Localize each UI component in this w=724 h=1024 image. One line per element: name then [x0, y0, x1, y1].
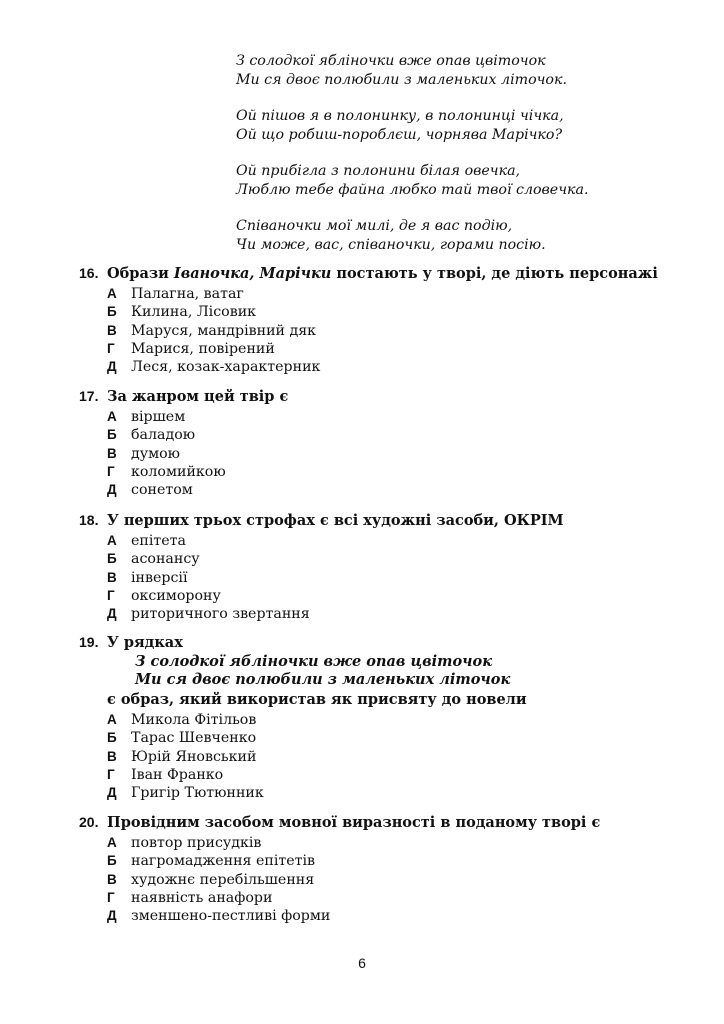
question-19 — [79, 632, 679, 802]
answer-option-a[interactable] — [107, 711, 679, 729]
question-number: 16. — [79, 265, 99, 281]
option-text: нагромадження епiтетiв — [131, 853, 316, 870]
answer-options — [107, 532, 679, 623]
option-letter: Г — [107, 463, 115, 479]
option-text: Марися, повiрений — [131, 340, 275, 357]
poem-line: Спiваночки мої милi, де я вас подiю, — [236, 218, 513, 234]
poem-line: Ми ся двоє полюбили з маленьких лiточок. — [236, 71, 567, 88]
question-18 — [79, 510, 679, 623]
question-text: Провiдним засобом мовної виразностi в поданому творi є — [107, 814, 601, 831]
option-text: Микола Фiтiльов — [131, 712, 257, 728]
answer-option-a[interactable] — [107, 285, 679, 303]
answer-option-v[interactable] — [107, 748, 679, 766]
answer-option-d[interactable] — [107, 358, 679, 376]
option-text: iнверсiї — [131, 569, 188, 586]
option-letter: В — [107, 871, 117, 887]
option-text: повтор присудкiв — [131, 835, 262, 851]
option-letter: В — [107, 322, 117, 338]
answer-option-a[interactable] — [107, 532, 679, 550]
poem-line: Ой прибiгла з полонини бiлая овечка, — [236, 163, 521, 179]
answer-options — [107, 711, 679, 802]
option-text: зменшено-пестливi форми — [131, 908, 331, 925]
option-letter: А — [107, 835, 117, 850]
poem-line: Люблю тебе файна любко тай твої словечка. — [236, 181, 589, 198]
answer-option-h[interactable] — [107, 889, 679, 907]
option-letter: Д — [107, 785, 117, 801]
option-text: Маруся, мандрiвний дяк — [131, 322, 317, 339]
option-letter: Б — [107, 730, 117, 746]
answer-option-b[interactable] — [107, 303, 679, 321]
answer-option-d[interactable] — [107, 907, 679, 925]
option-letter: Г — [107, 889, 115, 905]
option-text: риторичного звертання — [131, 606, 310, 623]
poem-line: Ой пiшов я в полонинку, в полонинцi чiчка, — [236, 108, 564, 124]
question-header — [79, 812, 679, 833]
answer-option-h[interactable] — [107, 766, 679, 784]
question-text-part: постають у творi, де дiють персонажi — [331, 265, 658, 282]
answer-option-d[interactable] — [107, 605, 679, 623]
option-letter: А — [107, 533, 117, 548]
question-number: 17. — [79, 388, 99, 404]
option-letter: Б — [107, 427, 117, 443]
option-letter: В — [107, 569, 117, 585]
option-letter: Г — [107, 766, 115, 782]
question-text: За жанром цей твiр є — [107, 388, 289, 405]
answer-option-b[interactable] — [107, 729, 679, 747]
answer-option-b[interactable] — [107, 852, 679, 870]
answer-option-v[interactable] — [107, 322, 679, 340]
question-number: 20. — [79, 814, 99, 830]
poem-line: З солодкої яблiночки вже опав цвiточок — [236, 53, 546, 69]
answer-option-b[interactable] — [107, 426, 679, 444]
poem-stanza — [236, 217, 588, 254]
question-text-part: Образи — [107, 265, 174, 282]
poem-excerpt — [236, 52, 588, 272]
option-text: Григiр Тютюнник — [131, 785, 264, 802]
question-text: У перших трьох строфах є всi художнi засоби, ОКРIМ — [107, 512, 564, 529]
question-header — [79, 386, 679, 407]
option-text: думою — [131, 445, 181, 462]
question-text-italic: Iваночка, Марiчки — [173, 265, 332, 282]
option-text: Палагна, ватаг — [131, 286, 244, 302]
option-letter: В — [107, 445, 117, 461]
page-number: 6 — [358, 955, 366, 971]
answer-option-h[interactable] — [107, 587, 679, 605]
question-16 — [79, 263, 679, 376]
question-header — [79, 632, 679, 653]
answer-option-h[interactable] — [107, 340, 679, 358]
option-letter: Г — [107, 587, 115, 603]
quoted-lines — [135, 653, 679, 689]
question-text: У рядках — [107, 634, 183, 651]
poem-stanza — [236, 162, 588, 199]
option-text: художнє перебiльшення — [131, 871, 315, 888]
question-header — [79, 510, 679, 531]
option-text: вiршем — [131, 409, 186, 425]
option-text: сонетом — [131, 482, 193, 499]
option-letter: А — [107, 286, 117, 301]
option-letter: Б — [107, 304, 117, 320]
option-letter: Б — [107, 551, 117, 567]
option-text: асонансу — [131, 551, 200, 568]
option-text: епiтета — [131, 533, 186, 549]
option-letter: Д — [107, 359, 117, 375]
answer-option-d[interactable] — [107, 481, 679, 499]
poem-stanza — [236, 52, 588, 89]
poem-stanza — [236, 107, 588, 144]
option-text: баладою — [131, 427, 196, 444]
option-text: Iван Франко — [131, 766, 224, 783]
option-letter: Д — [107, 482, 117, 498]
poem-line: Ой що робиш-пороблєш, чорнява Марiчко? — [236, 126, 563, 143]
question-20 — [79, 812, 679, 925]
question-header — [79, 263, 679, 284]
option-letter: А — [107, 712, 117, 727]
question-number: 18. — [79, 512, 99, 528]
answer-options — [107, 285, 679, 376]
option-text: Юрiй Яновський — [131, 748, 257, 765]
option-letter: Д — [107, 606, 117, 622]
answer-option-b[interactable] — [107, 550, 679, 568]
option-letter: А — [107, 409, 117, 424]
poem-line: Чи може, вас, спiваночки, горами посiю. — [236, 236, 546, 253]
question-text — [107, 264, 658, 284]
answer-option-v[interactable] — [107, 569, 679, 587]
option-text: коломийкою — [131, 463, 226, 480]
option-text: оксиморону — [131, 587, 221, 604]
option-text: наявнiсть анафори — [131, 889, 273, 906]
answer-option-d[interactable] — [107, 784, 679, 802]
quoted-line: З солодкої яблiночки вже опав цвiточок — [135, 653, 493, 670]
option-letter: Г — [107, 340, 115, 356]
answer-options — [107, 834, 679, 925]
quoted-line: Ми ся двоє полюбили з маленьких лiточок — [135, 671, 511, 688]
answer-option-v[interactable] — [107, 445, 679, 463]
answer-option-a[interactable] — [107, 834, 679, 852]
option-letter: Д — [107, 908, 117, 924]
answer-option-v[interactable] — [107, 871, 679, 889]
option-text: Килина, Лiсовик — [131, 304, 257, 321]
answer-options — [107, 408, 679, 499]
question-17 — [79, 386, 679, 499]
option-text: Тарас Шевченко — [131, 730, 257, 747]
option-letter: В — [107, 748, 117, 764]
answer-option-h[interactable] — [107, 463, 679, 481]
question-number: 19. — [79, 634, 99, 650]
option-text: Леся, козак-характерник — [131, 359, 321, 376]
question-text-continuation: є образ, який використав як присвяту до новели — [107, 691, 527, 708]
answer-option-a[interactable] — [107, 408, 679, 426]
option-letter: Б — [107, 853, 117, 869]
